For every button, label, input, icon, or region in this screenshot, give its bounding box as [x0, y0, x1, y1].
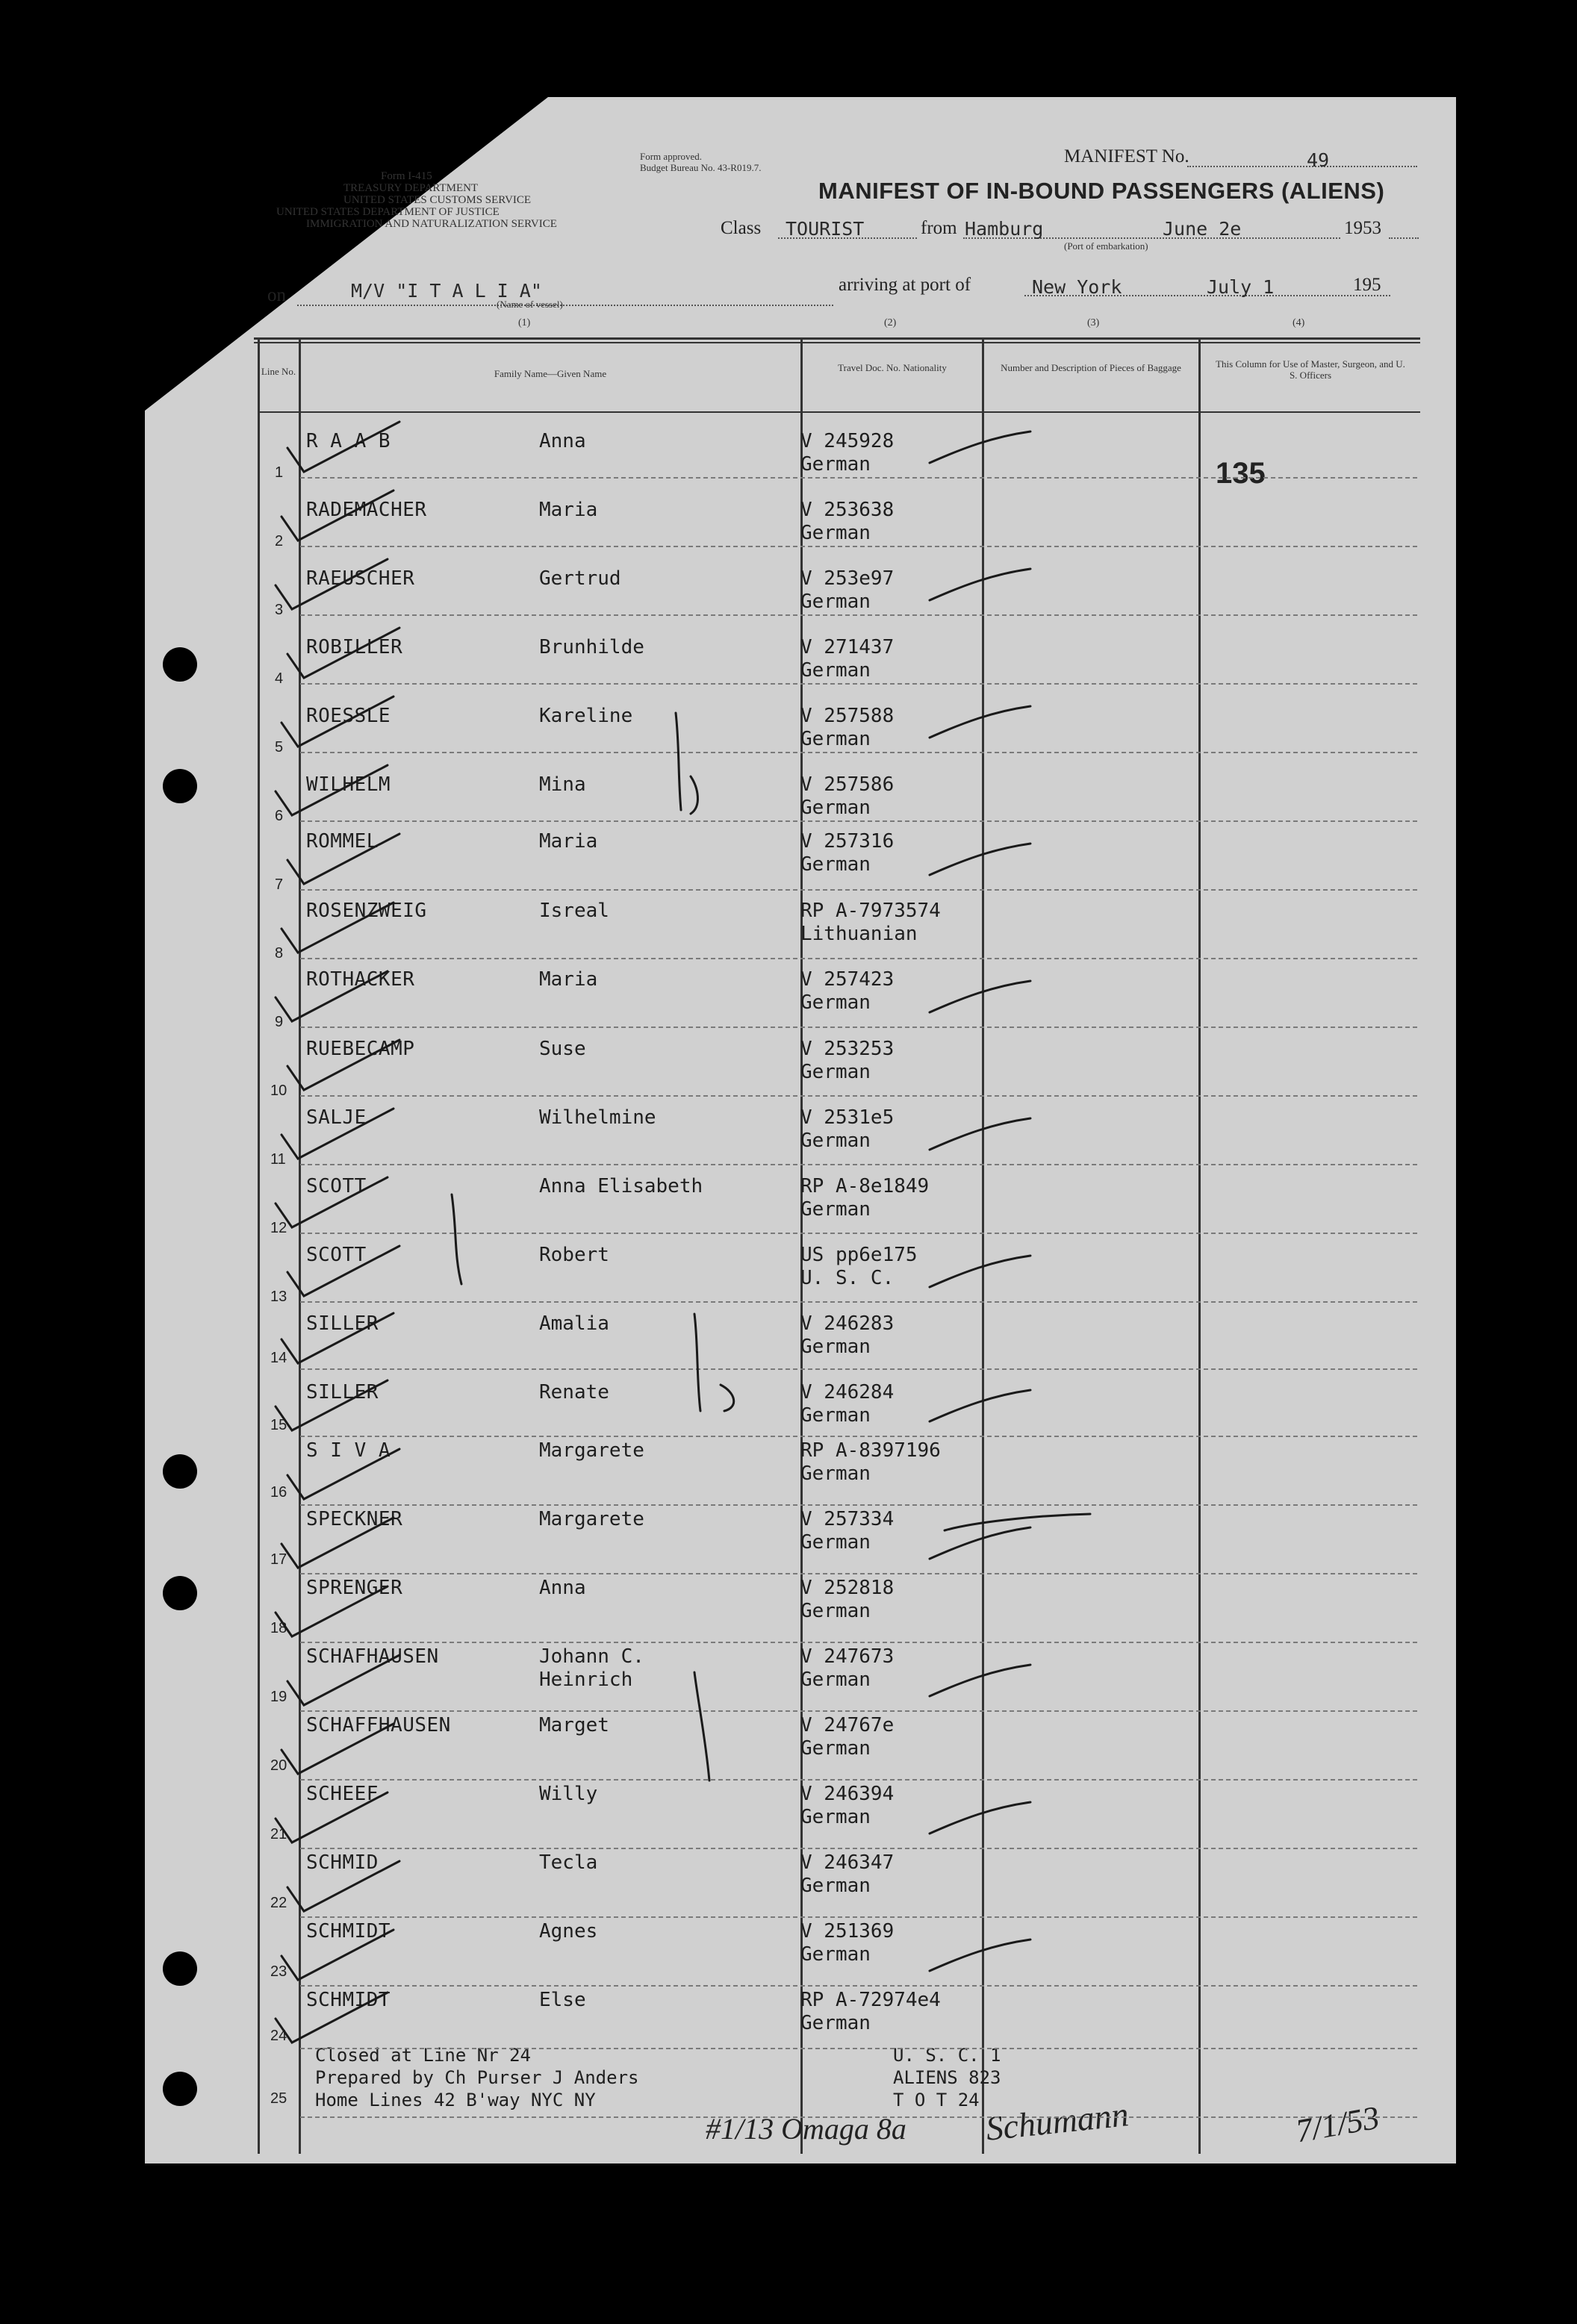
check-mark — [282, 1930, 394, 1980]
given-name: Renate — [539, 1381, 609, 1404]
doc-number: V 251369 — [800, 1920, 895, 1943]
doc-number: V 257586 — [800, 773, 895, 796]
header-name: Family Name—Given Name — [494, 368, 607, 379]
nationality: German — [800, 522, 871, 544]
manifest-no-label: MANIFEST No. — [1064, 146, 1189, 166]
nationality: German — [800, 1531, 871, 1554]
nationality: German — [800, 1943, 871, 1966]
nationality: German — [800, 591, 871, 613]
embark-note: (Port of embarkation) — [1064, 240, 1148, 252]
bracket-mark — [694, 1672, 709, 1781]
given-name: Mina — [539, 773, 586, 796]
doc-number: V 247673 — [800, 1645, 895, 1668]
immigration-service: IMMIGRATION AND NATURALIZATION SERVICE — [306, 218, 557, 230]
family-name: ROESSLE — [306, 705, 391, 727]
family-name: SPRENGER — [306, 1577, 403, 1599]
nationality: German — [800, 1130, 871, 1152]
nationality: German — [800, 1336, 871, 1358]
dash-mark — [945, 1514, 1090, 1530]
nationality: German — [800, 1462, 871, 1485]
doc-number: RP A-8e1849 — [800, 1175, 930, 1197]
check-mark — [282, 1109, 394, 1159]
given-name: Maria — [539, 499, 598, 521]
given-name: Isreal — [539, 900, 609, 922]
given-name: Margarete — [539, 1439, 644, 1462]
nationality: German — [800, 853, 871, 876]
line-number: 18 — [270, 1620, 287, 1636]
header-travel-doc: Travel Doc. No. Nationality — [838, 362, 947, 373]
given-name: Anna — [539, 1577, 586, 1599]
family-name: SPECKNER — [306, 1508, 403, 1530]
given-name: Else — [539, 1989, 586, 2011]
family-name: RUEBECAMP — [306, 1038, 415, 1060]
doc-check-mark — [930, 1256, 1030, 1287]
doc-number: V 252818 — [800, 1577, 895, 1599]
check-mark — [276, 559, 388, 609]
shipping-line: Home Lines 42 B'way NYC NY — [315, 2090, 596, 2110]
on-label: on — [267, 285, 286, 305]
doc-number: V 253638 — [800, 499, 895, 521]
doc-number: V 253e97 — [800, 567, 895, 590]
doc-number: V 257423 — [800, 968, 895, 991]
check-mark — [282, 903, 394, 953]
form-number: Form I-415 — [381, 170, 432, 182]
doc-number: RP A-72974e4 — [800, 1989, 941, 2011]
embark-date: June 2e — [1163, 218, 1242, 240]
line-number-25: 25 — [270, 2090, 287, 2107]
manifest-no-value: 49 — [1307, 149, 1330, 171]
doc-check-mark — [930, 1802, 1030, 1834]
arrival-date: July 1 — [1207, 276, 1275, 298]
check-mark — [287, 1449, 399, 1499]
check-mark — [287, 1655, 399, 1705]
family-name: SCHEEF — [306, 1783, 379, 1805]
nationality: German — [800, 453, 871, 476]
check-mark — [276, 765, 388, 815]
nationality: German — [800, 1404, 871, 1427]
handwritten-note: #1/13 Omaga 8a — [706, 2112, 906, 2146]
line-number: 13 — [270, 1289, 287, 1305]
nationality: Lithuanian — [800, 923, 918, 945]
line-number: 21 — [270, 1826, 287, 1842]
check-mark — [287, 1861, 399, 1911]
given-name: Amalia — [539, 1312, 609, 1335]
from-value: Hamburg — [965, 218, 1044, 240]
family-name: SCOTT — [306, 1244, 367, 1266]
nationality: German — [800, 1061, 871, 1083]
from-label: from — [921, 218, 957, 238]
line-number: 11 — [270, 1151, 286, 1168]
given-name: Gertrud — [539, 567, 621, 590]
line-number: 20 — [270, 1757, 287, 1774]
budget-bureau: Budget Bureau No. 43-R019.7. — [640, 162, 762, 173]
form-approved: Form approved. — [640, 151, 703, 162]
vessel-name: M/V "I T A L I A" — [351, 280, 542, 302]
check-mark — [276, 971, 388, 1021]
bracket-mark — [676, 713, 681, 810]
doc-number: V 245928 — [800, 430, 895, 452]
nationality: German — [800, 1198, 871, 1221]
nationality: German — [800, 1737, 871, 1760]
family-name: SCOTT — [306, 1175, 367, 1197]
check-mark — [287, 1246, 399, 1296]
doc-number: V 246347 — [800, 1851, 895, 1874]
line-number: 15 — [270, 1417, 287, 1433]
given-name: Wilhelmine — [539, 1106, 656, 1129]
doc-check-mark — [930, 1390, 1030, 1421]
doc-number: RP A-7973574 — [800, 900, 941, 922]
doc-number: RP A-8397196 — [800, 1439, 941, 1462]
doc-number: V 2531e5 — [800, 1106, 895, 1129]
nationality: German — [800, 728, 871, 750]
signature-date: 7/1/53 — [1293, 2099, 1382, 2150]
doc-number: V 246283 — [800, 1312, 895, 1335]
check-mark — [287, 1040, 399, 1090]
doc-check-mark — [930, 432, 1030, 463]
line-number: 17 — [270, 1551, 287, 1568]
doc-check-mark — [930, 1527, 1030, 1559]
doc-number: V 246284 — [800, 1381, 895, 1404]
doc-number: V 257588 — [800, 705, 895, 727]
doc-number: V 271437 — [800, 636, 895, 658]
total-count: T O T 24 — [893, 2090, 980, 2110]
manifest-title: MANIFEST OF IN-BOUND PASSENGERS (ALIENS) — [818, 178, 1385, 204]
doc-check-mark — [930, 1665, 1030, 1696]
nationality: German — [800, 1806, 871, 1828]
header-baggage: Number and Description of Pieces of Baggage — [1001, 362, 1181, 373]
line-number: 5 — [275, 739, 284, 756]
given-name: Tecla — [539, 1851, 598, 1874]
family-name: SALJE — [306, 1106, 367, 1129]
check-mark — [276, 1792, 388, 1842]
doc-number: V 257316 — [800, 830, 895, 853]
family-name: SCHMIDT — [306, 1989, 391, 2011]
line-number: 12 — [270, 1220, 287, 1236]
vessel-note: (Name of vessel) — [497, 299, 563, 310]
arrival-year: 195 — [1353, 275, 1381, 295]
doc-check-mark — [930, 1118, 1030, 1150]
given-name: Maria — [539, 830, 598, 853]
given-name: Suse — [539, 1038, 586, 1060]
given-name-line2: Heinrich — [539, 1669, 633, 1691]
given-name: Agnes — [539, 1920, 598, 1943]
line-number: 2 — [275, 533, 284, 549]
check-mark — [276, 1380, 388, 1430]
doc-check-mark — [930, 706, 1030, 738]
given-name: Willy — [539, 1783, 598, 1805]
justice-dept: UNITED STATES DEPARTMENT OF JUSTICE — [276, 206, 500, 218]
check-mark — [282, 490, 394, 540]
family-name: SCHAFHAUSEN — [306, 1645, 439, 1668]
line-number: 16 — [270, 1484, 287, 1501]
check-mark — [282, 1518, 394, 1568]
line-number: 23 — [270, 1963, 287, 1980]
family-name: SILLER — [306, 1381, 379, 1404]
line-number: 14 — [270, 1350, 287, 1366]
arriving-label: arriving at port of — [839, 275, 971, 295]
embark-year: 1953 — [1344, 218, 1381, 238]
nationality: German — [800, 659, 871, 682]
given-name: Margarete — [539, 1508, 644, 1530]
doc-check-mark — [930, 1940, 1030, 1971]
nationality: German — [800, 1875, 871, 1897]
given-name: Maria — [539, 968, 598, 991]
nationality: German — [800, 2012, 871, 2034]
given-name: Brunhilde — [539, 636, 644, 658]
doc-number: V 257334 — [800, 1508, 895, 1530]
line-number: 1 — [275, 464, 284, 481]
check-mark — [287, 834, 399, 884]
nationality: German — [800, 1669, 871, 1691]
col-num-2: (2) — [884, 317, 897, 328]
family-name: ROMMEL — [306, 830, 379, 853]
officer-count: 135 — [1216, 457, 1266, 490]
aliens-count: ALIENS 823 — [893, 2067, 1001, 2088]
bracket-mark — [694, 1314, 700, 1411]
doc-check-mark — [930, 844, 1030, 875]
nationality: German — [800, 1600, 871, 1622]
line-number: 24 — [270, 2028, 287, 2044]
line-number: 10 — [270, 1082, 287, 1099]
nationality: German — [800, 797, 871, 819]
check-mark — [276, 1993, 388, 2043]
line-number: 22 — [270, 1895, 287, 1911]
family-name: ROBILLER — [306, 636, 403, 658]
prepared-by: Prepared by Ch Purser J Anders — [315, 2067, 639, 2088]
doc-number: V 24767e — [800, 1714, 895, 1736]
check-mark — [276, 1177, 388, 1227]
col-num-3: (3) — [1087, 317, 1100, 328]
line-number: 3 — [275, 602, 284, 618]
doc-number: US pp6e175 — [800, 1244, 918, 1266]
given-name: Kareline — [539, 705, 633, 727]
family-name: ROTHACKER — [306, 968, 415, 991]
bracket-marks — [452, 713, 1090, 1781]
given-name: Robert — [539, 1244, 609, 1266]
given-name: Marget — [539, 1714, 609, 1736]
line-number: 19 — [270, 1689, 287, 1705]
check-mark — [282, 1313, 394, 1363]
check-mark — [282, 697, 394, 747]
family-name: ROSENZWEIG — [306, 900, 427, 922]
family-name: RAEUSCHER — [306, 567, 415, 590]
inspector-signature: Schumann — [983, 2095, 1130, 2148]
family-name: S I V A — [306, 1439, 391, 1462]
given-name-line1: Johann C. — [539, 1645, 644, 1668]
given-name: Anna Elisabeth — [539, 1175, 703, 1197]
given-name: Anna — [539, 430, 586, 452]
d-mark — [691, 776, 697, 814]
col-num-1: (1) — [518, 317, 531, 328]
family-name: WILHELM — [306, 773, 391, 796]
family-name: SCHMIDT — [306, 1920, 391, 1943]
line-number: 4 — [275, 670, 284, 687]
doc-number: V 253253 — [800, 1038, 895, 1060]
check-mark — [287, 422, 399, 472]
doc-number: V 246394 — [800, 1783, 895, 1805]
nationality: U. S. C. — [800, 1267, 895, 1289]
line-number: 9 — [275, 1014, 284, 1030]
usc-count: U. S. C. 1 — [893, 2045, 1001, 2066]
class-label: Class — [721, 218, 762, 238]
d-mark — [721, 1385, 734, 1411]
treasury-dept: TREASURY DEPARTMENT — [343, 182, 479, 194]
header-line-no: Line No. — [261, 366, 296, 377]
line-number: 6 — [275, 808, 284, 824]
family-name: RADEMACHER — [306, 499, 427, 521]
family-name: SCHAFFHAUSEN — [306, 1714, 451, 1736]
customs-service: UNITED STATES CUSTOMS SERVICE — [343, 194, 532, 206]
class-value: TOURIST — [786, 218, 865, 240]
doc-check-mark — [930, 569, 1030, 600]
nationality: German — [800, 991, 871, 1014]
closed-at-line: Closed at Line Nr 24 — [315, 2045, 531, 2066]
arrival-port: New York — [1032, 276, 1122, 298]
line-number: 7 — [275, 876, 284, 893]
bracket-mark — [452, 1194, 461, 1284]
check-mark — [276, 1586, 388, 1636]
col-num-4: (4) — [1293, 317, 1305, 328]
line-number: 8 — [275, 945, 284, 962]
family-name: SILLER — [306, 1312, 379, 1335]
check-mark — [287, 628, 399, 678]
family-name: R A A B — [306, 430, 391, 452]
doc-check-mark — [930, 981, 1030, 1012]
family-name: SCHMID — [306, 1851, 379, 1874]
check-mark — [282, 1724, 394, 1774]
header-officers: This Column for Use of Master, Surgeon, and U. S. Officers — [1216, 358, 1405, 381]
